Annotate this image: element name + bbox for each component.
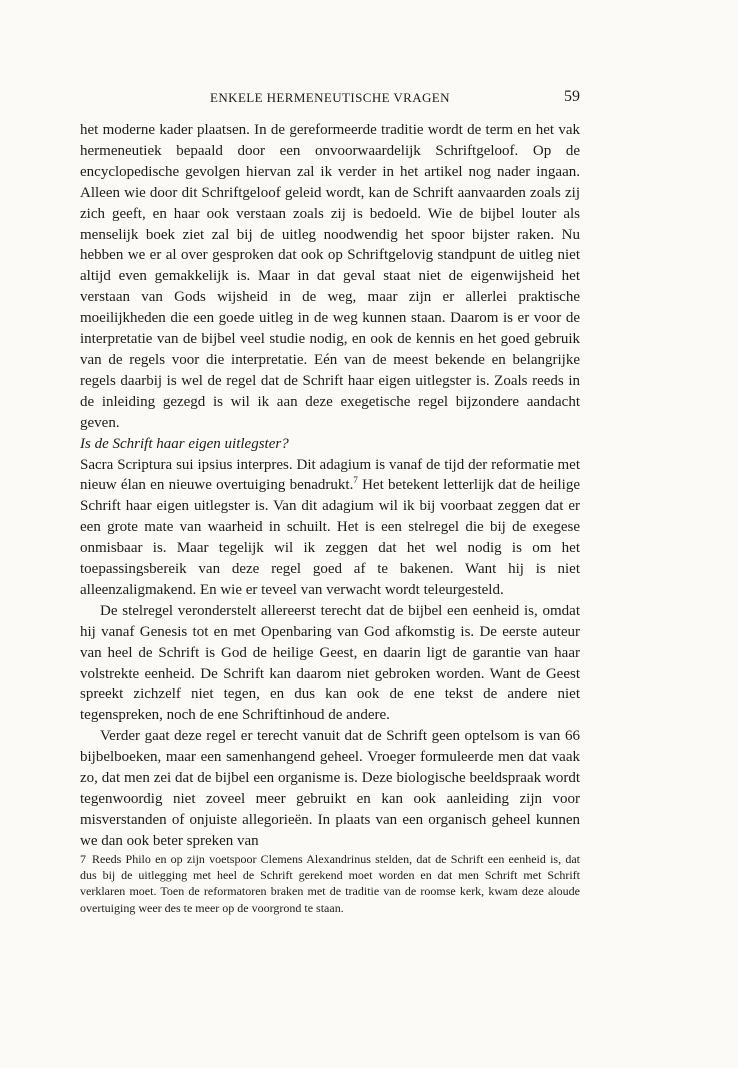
paragraph-4: Verder gaat deze regel er terecht vanuit dat de Schrift geen optelsom is van 66 bijbelboeken, maar een samenhangend geheel. Vroeger formuleerde men dat vaak zo, dat men zei dat de bijbel een organisme is. Deze biologische beeldspraak wordt tegenwoordig niet zoveel meer gebruikt en kan ook aanleiding zijn voor misverstanden of onjuiste allegorieën. In plaats van een organisch geheel kunnen we dan ook beter spreken van (80, 728, 580, 849)
footnote-number: 7 (80, 852, 86, 866)
paragraph-2 (80, 455, 580, 601)
paragraph-1: het moderne kader plaatsen. In de gereformeerde traditie wordt de term en het vak hermeneutiek bepaald door een onvoorwaardelijk Schriftgeloof. Op de encyclopedische gevolgen hiervan zal ik verder in het artikel nog nader ingaan. Alleen wie door dit Schriftgeloof geleid wordt, kan de Schrift aanvaarden zoals zij zich geeft, en haar ook verstaan zoals zij is bedoeld. Wie de bijbel louter als menselijk boek ziet zal bij de uitleg noodwendig het spoor bijster raken. Nu hebben we er al over gesproken dat ook op Schriftgelovig standpunt de uitleg niet altijd even gemakkelijk is. Maar in dat geval staat niet de eigenwijsheid het verstaan van Gods wijsheid in de weg, maar zijn er allerlei praktische moeilijkheden die een goede uitleg in de weg kunnen staan. Daarom is er voor de interpretatie van de bijbel veel studie nodig, en ook de kennis en het goed gebruik van de regels voor die interpretatie. Eén van de meest bekende en belangrijke regels daarbij is wel de regel dat de Schrift haar eigen uitlegster is. Zoals reeds in de inleiding gezegd is wil ik aan deze exegetische regel bijzondere aandacht geven. (80, 122, 580, 431)
page-number: 59 (564, 88, 580, 105)
running-title: ENKELE HERMENEUTISCHE VRAGEN (210, 90, 450, 105)
paragraph-2-text: Sacra Scriptura sui ipsius interpres. Dit adagium is vanaf de tijd der reformatie met nieuw élan en nieuwe overtuiging benadrukt. (80, 456, 580, 494)
section-heading: Is de Schrift haar eigen uitlegster? (80, 435, 289, 452)
footnotes (80, 851, 580, 916)
paragraph-2-continuation: Het betekent letterlijk dat de heilige Schrift haar eigen uitlegster is. Van dit adagium wil ik bij voorbaat zeggen dat er een grote mate van waarheid in schuilt. Het is een stelregel die bij de exegese onmisbaar is. Maar tegelijk wil ik zeggen dat het wel nodig is om het toepassingsbereik van deze regel goed af te bakenen. Want hij is niet alleenzaligmakend. En wie er teveel van verwacht wordt teleurgesteld. (80, 477, 580, 598)
footnote-reference[interactable]: 7 (353, 475, 358, 486)
footnote-text: Reeds Philo en op zijn voetspoor Clemens Alexandrinus stelden, dat de Schrift een eenheid is, dat dus bij de uitlegging met heel de Schrift gerekend moet worden en dat men Schrift met Schrift verklaren moet. Toen de reformatoren braken met de traditie van de roomse kerk, kwam deze aloude overtuiging weer des te meer op de voorgrond te staan. (80, 852, 580, 915)
footnote-7 (80, 851, 580, 916)
body-text (80, 120, 580, 852)
page-header (80, 88, 580, 110)
paragraph-3: De stelregel veronderstelt allereerst terecht dat de bijbel een eenheid is, omdat hij vanaf Genesis tot en met Openbaring van God afkomstig is. De eerste auteur van heel de Schrift is God de heilige Geest, en daarin ligt de garantie van haar volstrekte eenheid. De Schrift kan daarom niet gebroken worden. Want de Geest spreekt zichzelf niet tegen, en dus kan ook de ene tekst de andere niet tegenspreken, noch de ene Schriftinhoud de andere. (80, 602, 580, 724)
